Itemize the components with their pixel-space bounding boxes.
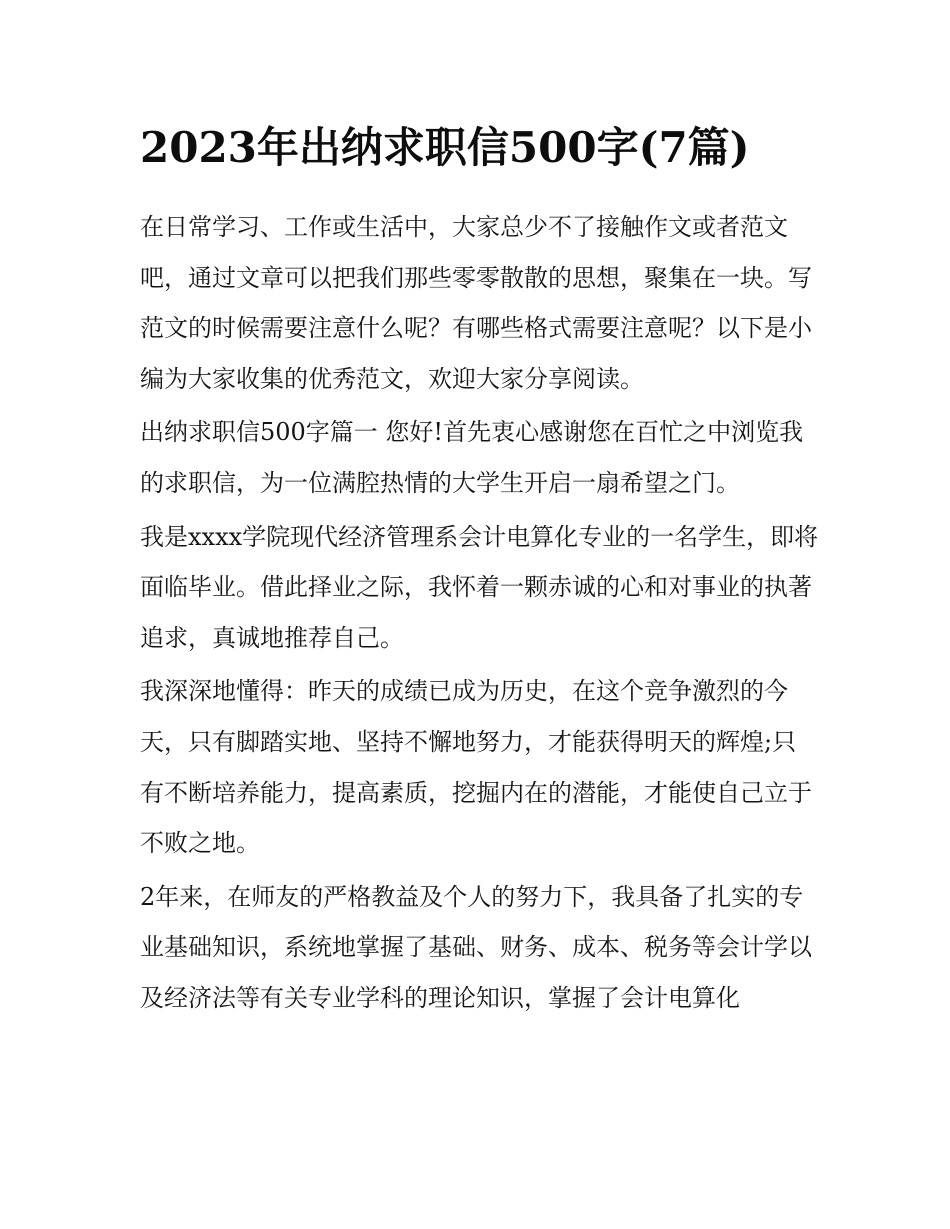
paragraph-self-introduction: 我是xxxx学院现代经济管理系会计电算化专业的一名学生，即将面临毕业。借此择业之际，我怀着一颗赤诚的心和对事业的执著追求，真诚地推荐自己。 xyxy=(140,522,819,652)
document-title: 2023年出纳求职信500字(7篇) xyxy=(140,123,750,172)
paragraph-intro: 在日常学习、工作或生活中，大家总少不了接触作文或者范文吧，通过文章可以把我们那些零零散散的思想，聚集在一块。写范文的时候需要注意什么呢？有哪些格式需要注意呢？以下是小编为大家收集的优秀范文，欢迎大家分享阅读。 xyxy=(140,213,812,393)
document-body xyxy=(140,118,820,1027)
paragraph-education: 2年来，在师友的严格教益及个人的努力下，我具备了扎实的专业基础知识，系统地掌握了基础、财务、成本、税务等会计学以及经济法等有关专业学科的理论知识，掌握了会计电算化 xyxy=(140,882,812,1012)
paragraph-motivation: 我深深地懂得：昨天的成绩已成为历史，在这个竞争激烈的今天，只有脚踏实地、坚持不懈地努力，才能获得明天的辉煌;只有不断培养能力，提高素质，挖掘内在的潜能，才能使自己立于不败之地。 xyxy=(140,677,812,858)
paragraph-greeting: 出纳求职信500字篇一 您好!首先衷心感谢您在百忙之中浏览我的求职信，为一位满腔热情的大学生开启一扇希望之门。 xyxy=(140,418,804,497)
